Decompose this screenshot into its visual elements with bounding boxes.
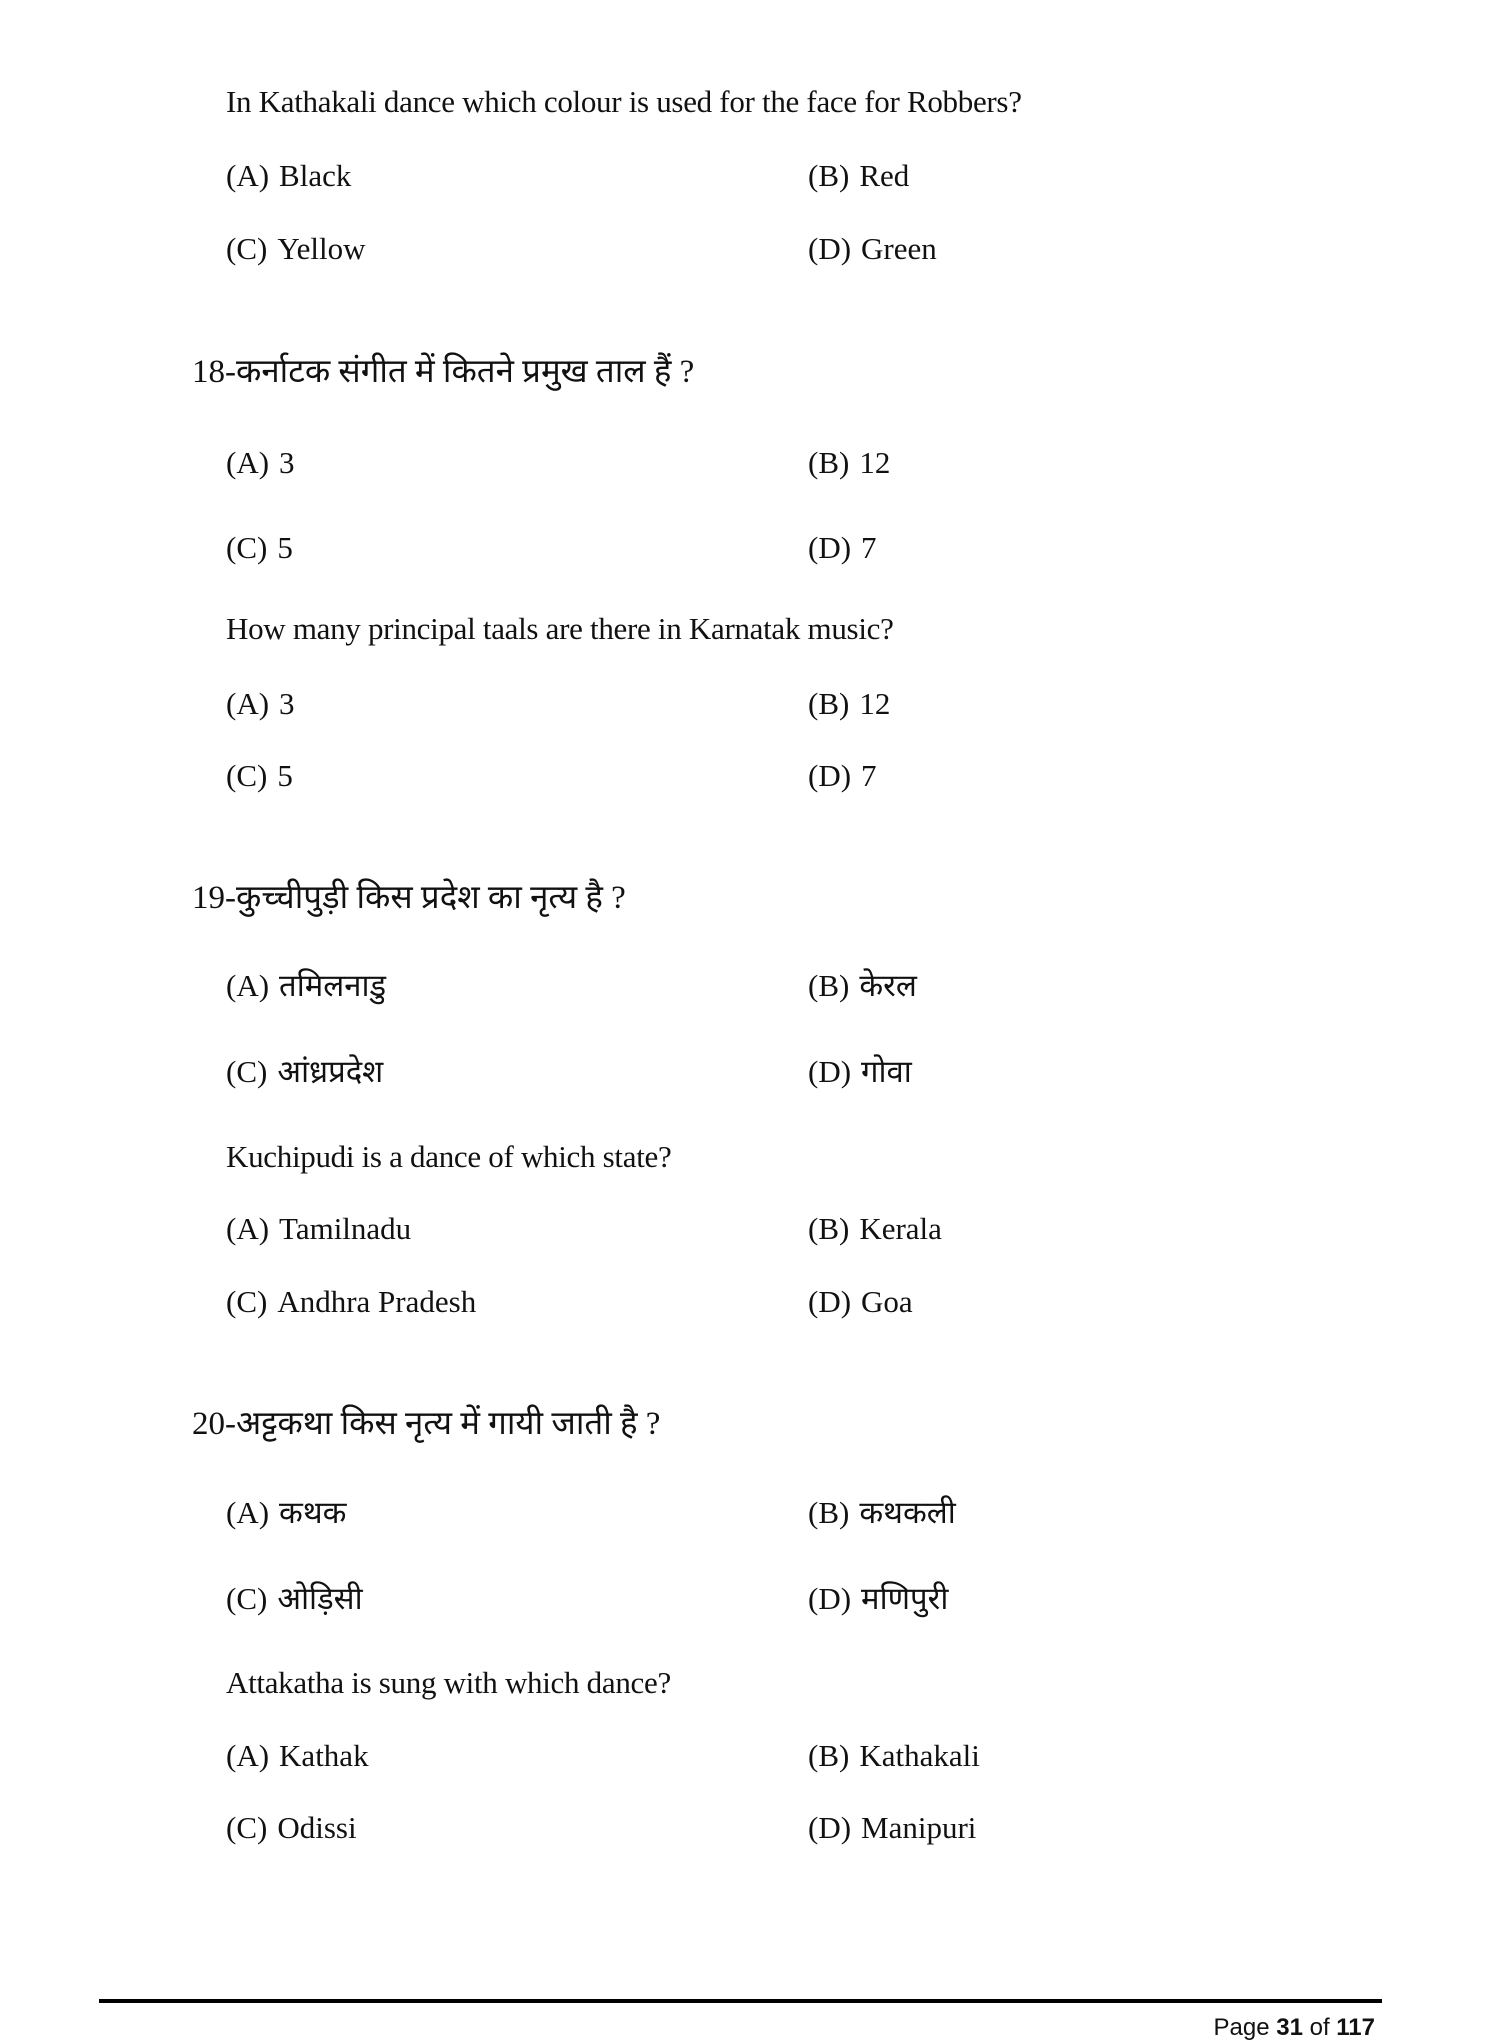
q19-hi-option-a — [226, 970, 386, 1001]
q18-hi-option-c — [226, 532, 293, 563]
option-text: कथकली — [859, 1495, 956, 1530]
option-text: Red — [859, 158, 910, 193]
q20-hi-option-a — [226, 1497, 346, 1528]
option-label: (A) — [226, 445, 270, 480]
option-text: Yellow — [277, 231, 366, 266]
q18-en-option-b — [808, 688, 890, 719]
option-label: (C) — [226, 1054, 268, 1089]
option-text: Kathakali — [859, 1738, 980, 1773]
q20-en-option-a — [226, 1740, 369, 1771]
option-label: (A) — [226, 1211, 270, 1246]
current-page: 31 — [1276, 2014, 1303, 2041]
q20-en-option-d — [808, 1812, 976, 1843]
option-label: (D) — [808, 530, 852, 565]
q17-en-option-d — [808, 233, 937, 264]
option-label: (C) — [226, 530, 268, 565]
q19-en-option-a — [226, 1213, 411, 1244]
option-text: 7 — [861, 530, 877, 565]
q18-en-option-c — [226, 760, 293, 791]
option-text: 5 — [277, 758, 293, 793]
option-label: (D) — [808, 231, 852, 266]
option-text: Tamilnadu — [279, 1211, 412, 1246]
q17-en-option-b — [808, 160, 909, 191]
option-text: Black — [279, 158, 352, 193]
question-19-english-text: Kuchipudi is a dance of which state? — [226, 1139, 672, 1174]
option-label: (D) — [808, 1810, 852, 1845]
option-label: (C) — [226, 231, 268, 266]
q18-hi-option-b — [808, 447, 890, 478]
option-label: (A) — [226, 1495, 270, 1530]
question-20-hindi — [192, 1408, 660, 1441]
option-text: Kerala — [859, 1211, 942, 1246]
option-label: (B) — [808, 445, 850, 480]
option-text: 3 — [279, 445, 295, 480]
q19-en-option-d — [808, 1286, 913, 1317]
question-17-english-text: In Kathakali dance which colour is used for the face for Robbers? — [226, 84, 1022, 119]
question-text: कर्नाटक संगीत में कितने प्रमुख ताल हैं ? — [236, 354, 695, 390]
option-text: आंध्रप्रदेश — [277, 1054, 384, 1089]
option-text: केरल — [859, 968, 917, 1003]
option-text: गोवा — [861, 1054, 912, 1089]
option-label: (A) — [226, 158, 270, 193]
q17-en-option-a — [226, 160, 351, 191]
option-text: 5 — [277, 530, 293, 565]
q19-hi-option-b — [808, 970, 917, 1001]
question-number: 19- — [192, 880, 236, 916]
option-text: Kathak — [279, 1738, 369, 1773]
total-pages: 117 — [1336, 2014, 1375, 2041]
option-text: Green — [861, 231, 937, 266]
option-label: (B) — [808, 1211, 850, 1246]
page-word: Page — [1213, 2014, 1270, 2041]
page-number-footer — [1213, 2016, 1375, 2040]
q20-hi-option-b — [808, 1497, 956, 1528]
q20-hi-option-c — [226, 1583, 363, 1614]
q20-en-option-b — [808, 1740, 980, 1771]
question-text: कुच्चीपुड़ी किस प्रदेश का नृत्य है ? — [236, 880, 626, 916]
q19-hi-option-c — [226, 1056, 383, 1087]
option-label: (A) — [226, 968, 270, 1003]
option-text: 3 — [279, 686, 295, 721]
question-number: 20- — [192, 1406, 236, 1442]
option-label: (B) — [808, 686, 850, 721]
option-label: (D) — [808, 1284, 852, 1319]
question-number: 18- — [192, 354, 236, 390]
option-text: 12 — [859, 686, 891, 721]
option-label: (C) — [226, 758, 268, 793]
option-label: (B) — [808, 1738, 850, 1773]
option-label: (B) — [808, 158, 850, 193]
option-label: (C) — [226, 1284, 268, 1319]
question-19-hindi — [192, 882, 626, 915]
q20-en-option-c — [226, 1812, 357, 1843]
option-label: (C) — [226, 1581, 268, 1616]
option-text: Odissi — [277, 1810, 357, 1845]
option-text: 12 — [859, 445, 891, 480]
option-text: Andhra Pradesh — [277, 1284, 477, 1319]
option-text: Goa — [861, 1284, 913, 1319]
option-text: 7 — [861, 758, 877, 793]
option-text: मणिपुरी — [861, 1581, 949, 1616]
option-label: (C) — [226, 1810, 268, 1845]
q19-en-option-b — [808, 1213, 942, 1244]
option-label: (D) — [808, 1581, 852, 1616]
q18-en-option-d — [808, 760, 877, 791]
option-label: (A) — [226, 686, 270, 721]
q17-en-option-c — [226, 233, 365, 264]
question-18-hindi — [192, 356, 694, 389]
option-text: तमिलनाडु — [279, 968, 387, 1003]
option-label: (A) — [226, 1738, 270, 1773]
option-text: कथक — [279, 1495, 347, 1530]
q18-hi-option-d — [808, 532, 877, 563]
q19-hi-option-d — [808, 1056, 912, 1087]
footer-rule — [99, 1999, 1382, 2003]
question-20-english-text: Attakatha is sung with which dance? — [226, 1665, 671, 1700]
of-word: of — [1309, 2014, 1330, 2041]
q20-hi-option-d — [808, 1583, 948, 1614]
question-18-english-text: How many principal taals are there in Karnatak music? — [226, 611, 894, 646]
option-label: (D) — [808, 1054, 852, 1089]
option-label: (B) — [808, 1495, 850, 1530]
option-text: ओड़िसी — [277, 1581, 363, 1616]
option-text: Manipuri — [861, 1810, 977, 1845]
question-text: अट्टकथा किस नृत्य में गायी जाती है ? — [236, 1406, 661, 1442]
option-label: (B) — [808, 968, 850, 1003]
q18-hi-option-a — [226, 447, 295, 478]
option-label: (D) — [808, 758, 852, 793]
q19-en-option-c — [226, 1286, 476, 1317]
q18-en-option-a — [226, 688, 295, 719]
